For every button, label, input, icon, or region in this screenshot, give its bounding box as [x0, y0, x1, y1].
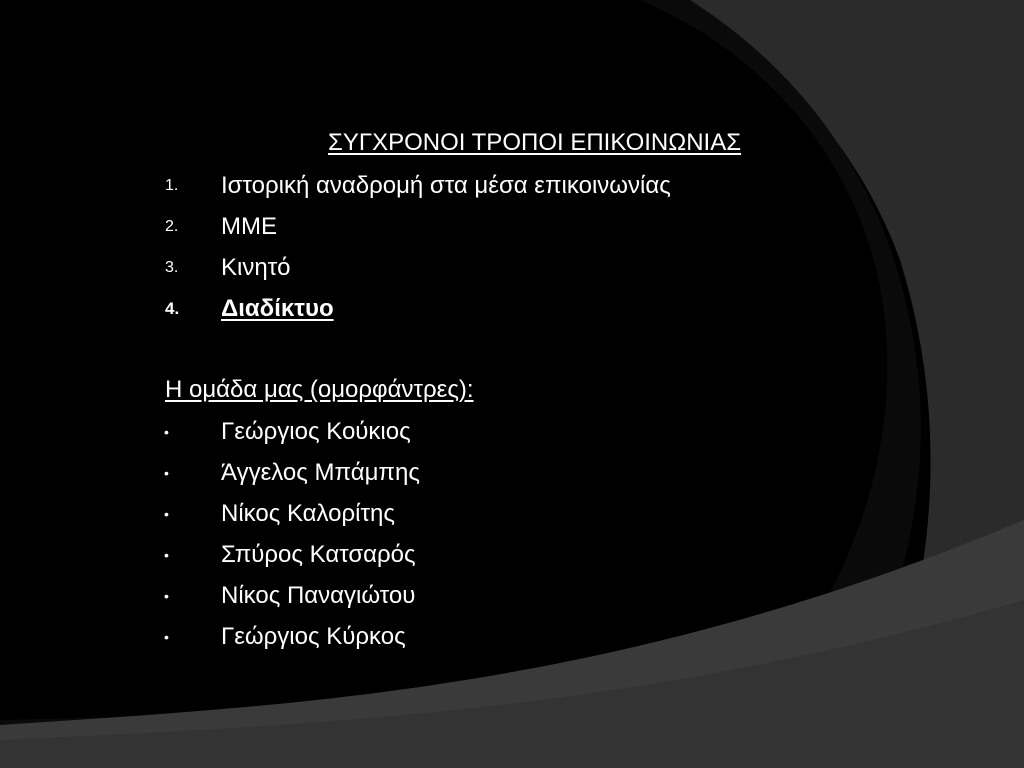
member-name: Άγγελος Μπάμπης — [221, 459, 420, 486]
list-item-text: ΜΜΕ — [221, 213, 277, 240]
list-number: 3. — [165, 259, 179, 276]
member-item — [0, 412, 1024, 452]
group-heading: Η ομάδα μας (ομορφάντρες): — [165, 376, 474, 403]
list-item-text: Διαδίκτυο — [221, 295, 334, 322]
member-name: Σπύρος Κατσαρός — [221, 541, 416, 568]
member-name: Νίκος Παναγιώτου — [221, 582, 416, 609]
bullet-icon: • — [164, 588, 169, 604]
member-item — [0, 576, 1024, 616]
member-item — [0, 617, 1024, 657]
member-name: Γεώργιος Κούκιος — [221, 418, 411, 445]
member-item — [0, 535, 1024, 575]
slide-title: ΣΥΓΧΡΟΝΟΙ ΤΡΟΠΟΙ ΕΠΙΚΟΙΝΩΝΙΑΣ — [328, 129, 742, 156]
bullet-icon: • — [164, 465, 169, 481]
bullet-icon: • — [164, 629, 169, 645]
list-item-current — [0, 289, 1024, 329]
list-number: 2. — [165, 218, 179, 235]
member-name: Γεώργιος Κύρκος — [221, 623, 406, 650]
list-item — [0, 248, 1024, 288]
bullet-icon: • — [164, 547, 169, 563]
list-item — [0, 166, 1024, 206]
list-number: 1. — [165, 177, 179, 194]
list-item-text: Ιστορική αναδρομή στα μέσα επικοινωνίας — [221, 172, 671, 199]
list-number: 4. — [165, 299, 180, 318]
bullet-icon: • — [164, 424, 169, 440]
list-item-text: Κινητό — [221, 254, 291, 281]
bullet-icon: • — [164, 506, 169, 522]
member-name: Νίκος Καλορίτης — [221, 500, 395, 527]
member-item — [0, 453, 1024, 493]
member-item — [0, 494, 1024, 534]
list-item — [0, 207, 1024, 247]
